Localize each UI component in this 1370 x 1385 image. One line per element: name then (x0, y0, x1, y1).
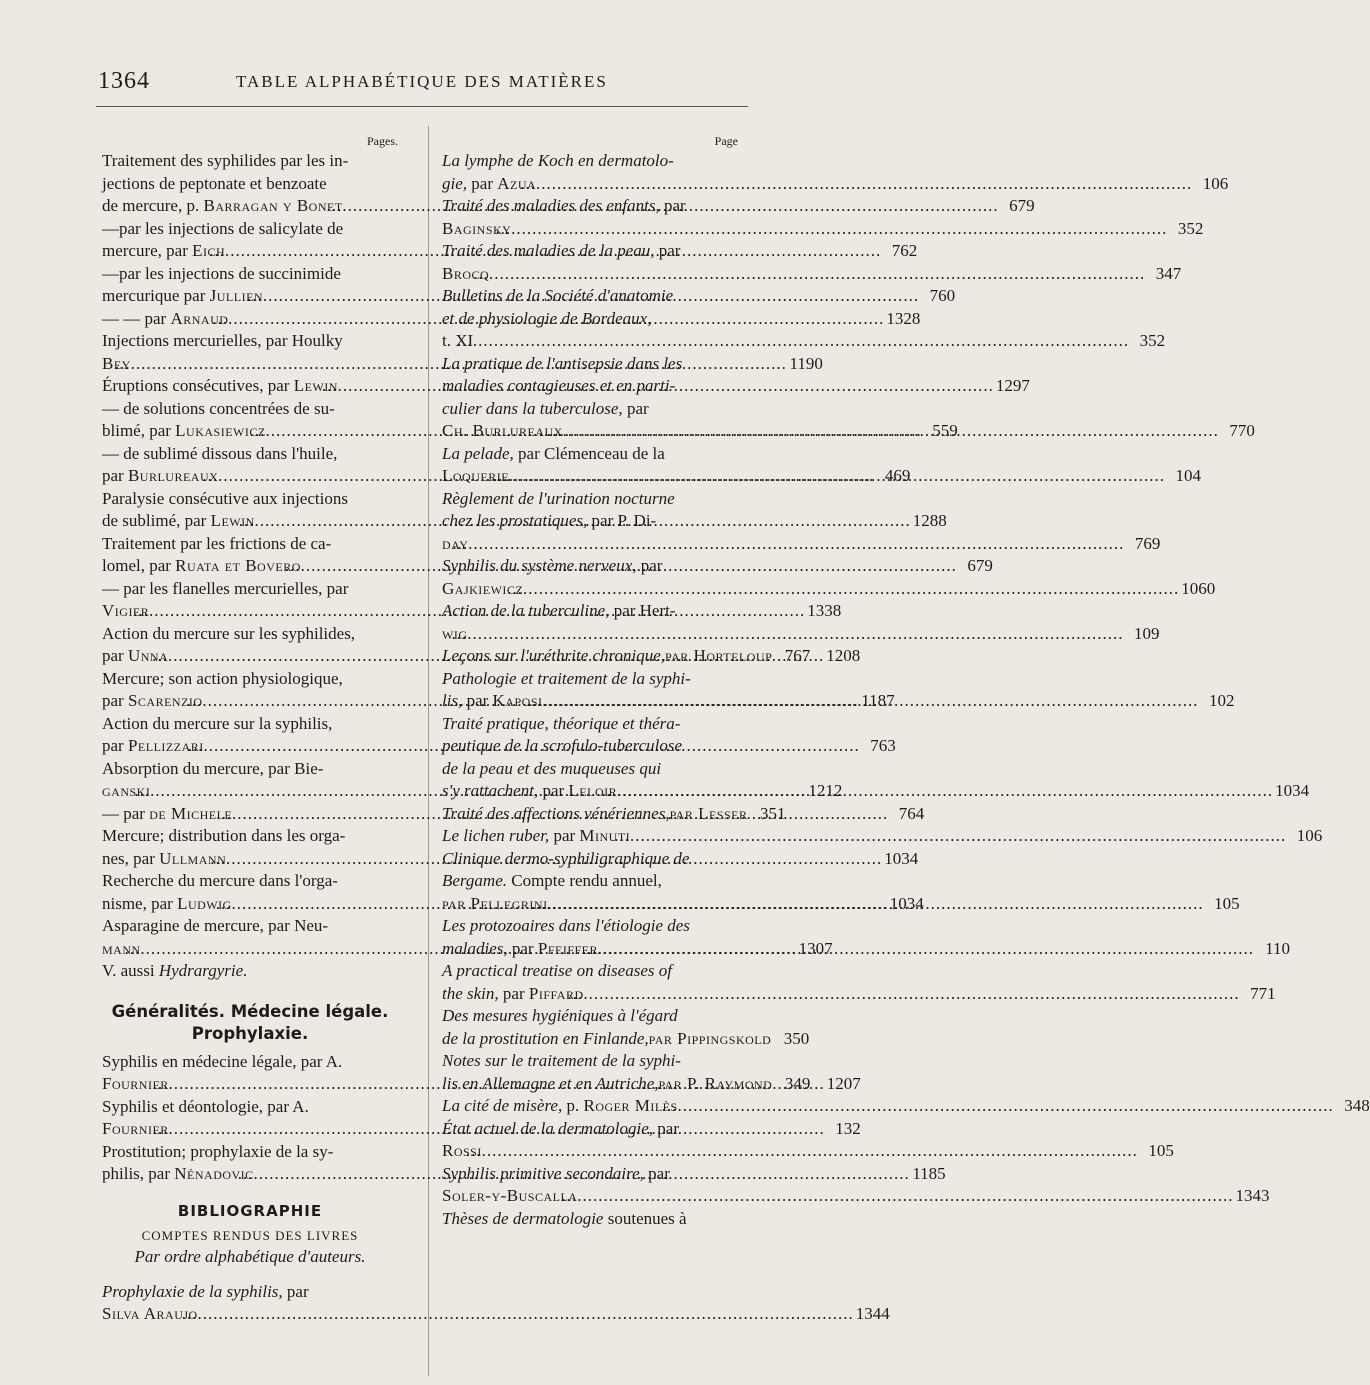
entry-title-line: Syphilis du système nerveux, (442, 556, 637, 575)
entry-title-line: Traité des maladies de la peau, (442, 241, 655, 260)
entry-text: par Scarenzio (102, 691, 203, 710)
review-entry (442, 825, 1323, 848)
entry-final-line (442, 1185, 1270, 1208)
entry-text: — — par Arnaud (102, 308, 229, 328)
entry-page: 1212 (808, 781, 843, 800)
entry-line: jections de peptonate et benzoate (102, 173, 327, 193)
entry-line: Mercure; distribution dans les orga- (102, 826, 346, 845)
entry-line: — de solutions concentrées de su- (102, 398, 335, 418)
entry-author: day (442, 533, 469, 553)
entry-title-line: Les protozoaires dans l'étiologie des (442, 916, 690, 935)
entry-by: par (282, 1281, 309, 1301)
entry-page: 559 (932, 421, 958, 440)
entry-final-line (442, 983, 1276, 1006)
entry-text (442, 825, 631, 848)
entry-by: par P. Di- (587, 511, 657, 530)
entry-page: 352 (1177, 218, 1204, 238)
entry-line (102, 1281, 398, 1304)
entry-by: par (659, 196, 686, 215)
entry-page: 1060 (1181, 578, 1216, 598)
leader-dots (470, 623, 1124, 646)
entry-title-line: Règlement de l'urination nocturne (442, 488, 675, 508)
entry-page: 469 (884, 466, 911, 485)
leader-dots (600, 938, 1254, 961)
entry-page: 679 (1009, 196, 1035, 215)
entry-page: 1185 (912, 1164, 946, 1183)
entry-page: 767 (784, 646, 811, 665)
entry-page: 1034 (1275, 781, 1310, 800)
entry-page: 764 (898, 803, 925, 823)
entry-final-line (442, 218, 1204, 241)
entry-author: de Michele (149, 803, 233, 823)
entry-line (442, 195, 738, 218)
entry-text: nes, par Ullmann (102, 848, 227, 868)
column-head-page: Page (714, 134, 738, 148)
entry-author: Ch. Burlureaux (442, 421, 563, 440)
entry-text (442, 938, 598, 961)
entry-page: 351 (759, 803, 786, 823)
entry-line: Paralysie consécutive aux injections (102, 488, 348, 508)
bibliography-subheading: COMPTES RENDUS DES LIVRES (141, 1228, 359, 1243)
entry-page: 349 (784, 1073, 811, 1093)
entry-by: par Clémenceau de la (513, 443, 665, 463)
entry-text (442, 645, 773, 668)
entry-line: —par les injections de succinimide (102, 263, 341, 283)
leader-dots (525, 578, 1179, 601)
entry-title-line: La pelade, (442, 443, 514, 463)
entry-line: Asparagine de mercure, par Neu- (102, 916, 329, 935)
leader-dots (538, 173, 1192, 196)
entry-page: 1187 (861, 691, 895, 710)
entry-line (442, 1118, 738, 1141)
review-entry (442, 645, 811, 668)
entry-by: par Hert- (609, 601, 676, 620)
entry-line: Traitement des syphilides par les in- (102, 151, 349, 170)
entry-title-line: Bergame. (442, 871, 507, 890)
header-rule (96, 106, 748, 107)
entry-title: Prophylaxie de la syphilis, (102, 1281, 283, 1301)
entry-page: 1034 (889, 893, 924, 913)
entry-text (442, 983, 584, 1006)
entry-author: Eich (192, 241, 226, 260)
entry-by: par (654, 241, 681, 260)
entry-author: Loquerie (442, 466, 510, 485)
review-entry (442, 803, 786, 826)
entry-author: Minuti (579, 826, 631, 845)
page-header (0, 68, 800, 98)
see-also-prefix: V. aussi (102, 961, 159, 980)
entry-text: de sublimé, par Lewin (102, 511, 255, 530)
entry-page: 763 (870, 736, 896, 755)
entry-author: Pfeiffer (537, 938, 598, 958)
entry-by: par (622, 398, 649, 418)
entry-text: de mercure, p. Barragan y Bonet (102, 196, 343, 215)
review-entry (442, 1095, 1370, 1118)
entry-line (442, 555, 738, 578)
leader-dots (544, 690, 1198, 713)
leader-dots (484, 1140, 1138, 1163)
entry-author: Roger Milès (583, 1096, 678, 1115)
leader-dots (632, 825, 1286, 848)
entry-author: par Pellegrini (442, 893, 548, 913)
entry-page: 1344 (855, 1304, 890, 1323)
entry-line: Injections mercurielles, par Houlky (102, 331, 343, 350)
entry-page: 1328 (886, 308, 921, 328)
entry-author: Fournier (102, 1119, 169, 1138)
entry-final-line (442, 645, 811, 668)
entry-author: Arnaud (170, 308, 229, 328)
entry-author: Kaposi (492, 691, 543, 710)
bibliography-heading: BIBLIOGRAPHIE (177, 1201, 323, 1220)
entry-text (442, 1073, 773, 1096)
entry-author: Lewin (293, 376, 338, 395)
entry-author: Pellizzari (127, 736, 204, 755)
entry-page: 1288 (912, 511, 947, 530)
see-also-entry (102, 960, 398, 983)
entry-line (442, 398, 738, 421)
entry-title-line: Leçons sur l'uréthrite chronique, (442, 646, 666, 665)
entry-author: Scarenzio (127, 691, 203, 710)
entry-line: Syphilis et déontologie, par A. (102, 1096, 309, 1116)
entry-line: Absorption du mercure, par Bie- (102, 758, 324, 778)
entry-text (442, 1095, 678, 1118)
entry-author: Ullmann (159, 848, 227, 868)
entry-final-line (442, 173, 1229, 196)
entry-text: mercure, par Eich (102, 241, 226, 260)
entry-page: 770 (1229, 421, 1255, 440)
entry-text: nisme, par Ludwig (102, 893, 232, 913)
entry-by: par (653, 1118, 680, 1138)
entry-by: par (636, 556, 663, 575)
entry-page: 109 (1134, 623, 1160, 643)
entry-author: par P. Raymond (658, 1073, 773, 1093)
entry-title-line: Clinique dermo-syphiligraphique de (442, 848, 690, 868)
leader-dots (565, 420, 1219, 443)
leader-dots (550, 893, 1204, 916)
entry-title-line: culier dans la tuberculose, (442, 398, 623, 418)
review-entry (442, 960, 1276, 1005)
entry-author: Rossi (442, 1141, 482, 1160)
entry-title-line: the skin, (442, 983, 499, 1003)
entry-title-line: A practical treatise on diseases of (442, 961, 672, 980)
entry-page: 762 (891, 241, 918, 260)
entry-page: 106 (1202, 173, 1229, 193)
entry-page: 110 (1265, 938, 1290, 958)
entry-author: Piffard (528, 983, 584, 1003)
entry-text: blimé, par Lukasiewicz (102, 421, 266, 440)
entry-text: par Burlureaux (102, 466, 219, 485)
entry-line: Recherche du mercure dans l'orga- (102, 871, 338, 890)
entry-author: wig (442, 623, 468, 643)
entry-page: 769 (1134, 533, 1161, 553)
entry-text (442, 1028, 772, 1051)
entry-final-line (442, 825, 1323, 848)
leader-dots (470, 533, 1124, 556)
entry-final-line (442, 578, 1216, 601)
entry-text: philis, par Nénadovic (102, 1164, 254, 1183)
see-also-term: Hydrargyrie. (158, 961, 248, 980)
entry-author: Nénadovic (174, 1164, 254, 1183)
entry-author: Ludwig (177, 893, 232, 913)
entry-final-line (442, 1095, 1370, 1118)
entry-final-line (442, 1140, 1174, 1163)
bibliography-entry (102, 1281, 890, 1326)
entry-line: Action du mercure sur les syphilides, (102, 623, 356, 643)
entry-text: par Pellizzari (102, 736, 204, 755)
entry-final-line (442, 330, 1166, 353)
entry-page: 102 (1208, 691, 1235, 710)
entry-title-line: et de physiologie de Bordeaux, (442, 308, 652, 328)
entry-title-line: chez les prostatiques, (442, 511, 588, 530)
entry-title-line: peutique de la scrofulo-tuberculose (442, 736, 682, 755)
entry-by: Compte rendu annuel, (507, 871, 662, 890)
entry-line: Prostitution; prophylaxie de la sy- (102, 1141, 334, 1161)
entry-title-line: Bulletins de la Société d'anatomie (442, 286, 674, 305)
leader-dots (680, 1095, 1334, 1118)
column-head-pages: Pages. (367, 134, 398, 148)
review-entry (442, 1050, 811, 1095)
entry-line (442, 600, 738, 623)
entry-author: par Pippingskold (648, 1028, 772, 1048)
entry-title-line: maladies contagieuses et en parti- (442, 376, 676, 395)
entry-title-line: de la peau et des muqueuses qui (442, 758, 662, 778)
entry-title-line: s'y rattachent, (442, 781, 539, 800)
entry-author: Ruata et Bovero (175, 556, 301, 575)
trailing-title: Thèses de dermatologie (442, 1208, 604, 1228)
entry-page: 1034 (884, 848, 919, 868)
entry-page: 105 (1148, 1141, 1174, 1160)
entry-text: mercurique par Jullien (102, 286, 264, 305)
entry-title-line: Des mesures hygiéniques à l'égard (442, 1006, 678, 1025)
entry-line (442, 870, 738, 893)
entry-author: Soler-y-Buscalla (442, 1186, 578, 1205)
entry-text: — par de Michele (102, 803, 233, 823)
entry-line: Action du mercure sur la syphilis, (102, 713, 333, 733)
entry-title-line: lis en Allemagne et en Autriche, (442, 1073, 659, 1093)
entry-by: par (498, 983, 529, 1003)
section-heading: Généralités. Médecine légale. Prophylaxie. (111, 1001, 389, 1043)
entry-page: 679 (967, 556, 993, 575)
entry-by: p. (562, 1096, 584, 1115)
entry-line: Syphilis en médecine légale, par A. (102, 1051, 343, 1071)
entry-line (442, 240, 738, 263)
bibliography-entries (102, 1281, 890, 1326)
entry-author: par Lesser (669, 803, 748, 823)
entry-final-line (442, 623, 1160, 646)
entry-title-line: t. XI (442, 331, 474, 350)
entry-line (442, 510, 738, 533)
entry-page: 771 (1250, 983, 1276, 1003)
entry-text (442, 1185, 578, 1208)
running-title: TABLE ALPHABÉTIQUE DES MATIÈRES (236, 72, 608, 91)
review-entry (442, 150, 1229, 195)
entry-author: Barragan y Bonet (203, 196, 343, 215)
entry-final-line (442, 533, 1161, 556)
review-entry (442, 1005, 810, 1050)
entry-title-line: État actuel de la dermatologie, (442, 1118, 654, 1138)
entry-text: lomel, par Ruata et Bovero (102, 556, 301, 575)
leader-dots (619, 780, 1273, 803)
entry-title-line: Syphilis primitive secondaire, (442, 1163, 644, 1183)
entry-by: par (549, 826, 580, 845)
leader-dots (475, 330, 1129, 353)
entry-title-line: Notes sur le traitement de la syphi- (442, 1051, 681, 1070)
entry-by: par (538, 781, 569, 800)
entry-page: 352 (1139, 331, 1166, 350)
entry-by: par (507, 938, 538, 958)
entry-page: 1338 (807, 601, 842, 620)
entry-page: 105 (1214, 893, 1240, 913)
entry-author: Fournier (102, 1074, 169, 1093)
entry-title-line: La lymphe de Koch en dermatolo- (442, 151, 674, 170)
entry-author: par Horteloup (665, 646, 773, 665)
entry-page: 350 (783, 1028, 810, 1048)
entry-page: 106 (1296, 826, 1323, 845)
entry-title-line: Action de la tuberculine, (442, 601, 610, 620)
entry-author: Gajkiewicz (442, 578, 524, 598)
entry-line: — de sublimé dissous dans l'huile, (102, 443, 338, 463)
entry-title-line: de la prostitution en Finlande, (442, 1028, 649, 1048)
entry-title-line: maladies, (442, 938, 508, 958)
entry-author: Vigier (102, 601, 150, 620)
page-number: 1364 (98, 68, 150, 94)
entry-page: 1207 (826, 1074, 861, 1093)
entry-title-line: lis, (442, 691, 463, 710)
trailing-after: soutenues à (603, 1208, 687, 1228)
entry-line: Traitement par les frictions de ca- (102, 533, 332, 553)
entry-final-line (442, 263, 1182, 286)
entry-page: 104 (1175, 466, 1202, 485)
entry-by: par (462, 691, 493, 710)
entry-line (442, 443, 738, 466)
entry-author: Unna (127, 646, 169, 665)
entry-page: 1208 (826, 646, 861, 665)
leader-dots (200, 1303, 854, 1326)
entry-page: 132 (835, 1119, 861, 1138)
entry-title-line: La cité de misère, (442, 1096, 563, 1115)
entry-final-line (442, 1073, 811, 1096)
entry-author: Azua (497, 173, 537, 193)
entry-author: Burlureaux (127, 466, 219, 485)
entry-author: Lukasiewicz (175, 421, 266, 440)
entry-author: Jullien (209, 286, 264, 305)
entry-page: 1307 (798, 938, 833, 958)
trailing-entry (442, 1208, 738, 1231)
entry-page: 1343 (1235, 1186, 1270, 1205)
entry-title-line: gie, (442, 173, 468, 193)
entry-final-line (102, 1303, 890, 1326)
entry-author: Bey (102, 353, 131, 373)
entry-line: —par les injections de salicylate de (102, 218, 344, 238)
leader-dots (491, 263, 1145, 286)
entry-line: Mercure; son action physiologique, (102, 668, 343, 688)
entry-page: 1297 (995, 376, 1030, 395)
entry-author: Silva Araujo (102, 1304, 198, 1323)
entry-line: — par les flanelles mercurielles, par (102, 578, 349, 598)
entry-page: 347 (1155, 263, 1182, 283)
entry-text: Éruptions consécutives, par Lewin (102, 376, 338, 395)
entry-title-line: Le lichen ruber, (442, 826, 550, 845)
entry-author: Leloir (568, 781, 618, 800)
entry-author: Lewin (210, 511, 255, 530)
leader-dots (511, 465, 1165, 488)
entry-title-line: Pathologie et traitement de la syphi- (442, 668, 691, 688)
entry-page: 348 (1344, 1096, 1370, 1115)
entry-title-line: Traité des affections vénériennes, (442, 803, 670, 823)
entry-by: par (467, 173, 498, 193)
entry-author: mann (102, 938, 141, 958)
entry-final-line (442, 803, 786, 826)
entry-title-line: Traité pratique, théorique et théra- (442, 713, 681, 733)
entry-text: par Unna (102, 646, 169, 665)
entry-page: 1190 (789, 353, 823, 373)
bibliography-note: Par ordre alphabétique d'auteurs. (134, 1247, 366, 1266)
entry-by: par (643, 1163, 670, 1183)
entry-author: ganski (102, 781, 151, 800)
entry-line (442, 1163, 738, 1186)
entry-text (442, 803, 748, 826)
leader-dots (586, 983, 1240, 1006)
entry-page: 760 (929, 286, 956, 305)
entry-author: Baginsky (442, 218, 512, 238)
entry-text (442, 780, 618, 803)
entry-title-line: La pratique de l'antisepsie dans les (442, 353, 683, 373)
leader-dots (513, 218, 1167, 241)
entry-final-line (442, 1028, 810, 1051)
entry-author: Brocq (442, 263, 490, 283)
leader-dots (579, 1185, 1233, 1208)
entry-title-line: Traité des maladies des enfants, (442, 196, 660, 215)
